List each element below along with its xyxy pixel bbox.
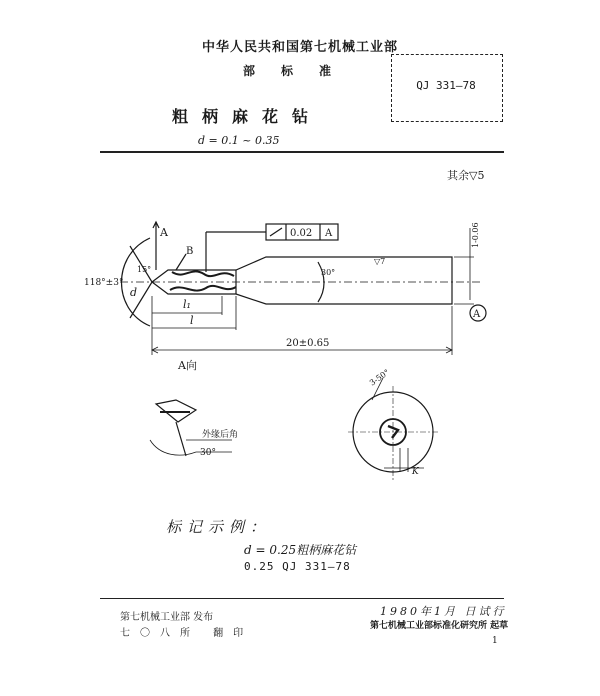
k-label: K [412,467,419,477]
view-a-detail [150,400,232,456]
diameter-symbol: d [130,286,138,299]
diameter-range: d = 0.1 ~ 0.35 [198,134,280,147]
end-angle: 3-50° [367,367,392,388]
example-line-2: 0.25 QJ 331—78 [244,560,351,573]
tolerance-value: 0.02 [290,228,313,239]
publisher: 第七机械工业部 发布 [120,612,214,623]
standard-type: 部标准 [242,64,357,78]
example-line-1: d = 0.25粗柄麻花钻 [244,543,357,557]
length-l: l [190,314,194,327]
view-arrow-label: A [160,226,168,239]
taper-angle: 30° [321,268,336,277]
document-title: 粗柄麻花钻 [172,107,323,126]
angle-15: 15° [137,265,152,274]
example-heading: 标记示例： [166,518,272,536]
reprinter: 七〇八所 翻印 [120,628,254,639]
organization-title: 中华人民共和国第七机械工业部 [201,40,398,55]
drafter: 第七机械工业部标准化研究所 起草 [370,621,509,631]
point-angle: 118°±3° [84,278,124,288]
standard-code: QJ 331—78 [416,79,476,92]
end-view [348,378,438,480]
trial-date: 1980年1月 日试行 [380,605,507,618]
outer-edge-note: 外缘后角 [202,430,239,440]
shank-diameter-dim: 1-0.06 [471,222,480,248]
finish-mark: ▽7 [374,257,386,266]
datum-circle-label: A [473,309,481,320]
view-a-label: A向 [178,359,197,372]
roughness-note: 其余▽5 [447,169,485,182]
tolerance-datum: A [325,228,333,239]
footer-rule [100,598,504,599]
page-number: 1 [492,636,498,646]
flute-length-l1: l₁ [183,298,191,311]
outer-edge-angle: 30° [200,448,216,458]
total-length-dim: 20±0.65 [286,338,330,349]
drill-side-view [120,222,486,355]
edge-label-b: B [186,246,194,257]
